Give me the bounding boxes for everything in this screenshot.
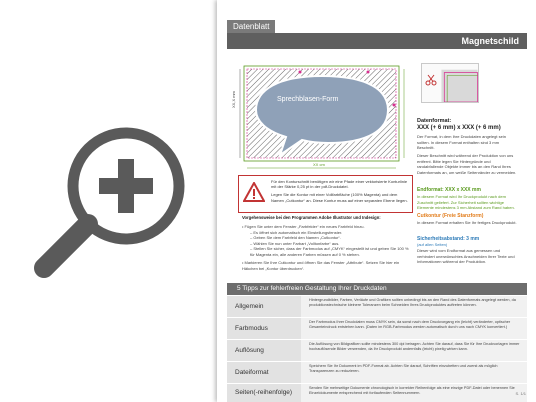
instruction-step-1a: – Es öffnet sich automatisch ein Einstellungsfenster. — [250, 229, 343, 235]
tip-label: Farbmodus — [227, 318, 301, 339]
tip-label: Seiten(-reihenfolge) — [227, 384, 301, 402]
tip-description: Der Farbmodus Ihrer Druckdaten muss CMYK sein, da sonst nach dem Druckvorgang ein (leicht) veränderter, optischer Gesamteindruck entstehen kann. (Daten im RGB-Farbmodus werden automatisch durch uns nach CMYK konvertiert.) — [309, 320, 511, 329]
endformat-title: Endformat: XXX x XXX mm — [417, 187, 481, 193]
instruction-step-1: • Fügen Sie unter dem Fenster „Farbfelder“ ein neues Farbfeld hinzu. — [242, 224, 365, 229]
datenblatt-tab: Datenblatt — [227, 20, 275, 33]
cutkontur-title: Cutkontur (Freie Stanzform) — [417, 213, 484, 219]
instruction-step-1d: – Stellen Sie sicher, dass der Farbmodus auf „CMYK“ eingestellt ist und geben Sie 100 % für Magenta ein, alle anderen Farben müssen auf 0 % stehen. — [250, 246, 409, 257]
datasheet-page — [217, 0, 536, 402]
height-dimension: XX,X mm — [231, 91, 236, 108]
tip-row — [227, 384, 527, 402]
tip-label: Allgemein — [227, 296, 301, 317]
endformat-text: In diesem Format wird Ihr Druckprodukt nach dem Zuschnitt geliefert. Zur Sicherheit sollten wichtige Elemente mindestens 3 mm Abstand zum Rand haben. — [417, 194, 515, 210]
datenformat-text: Der Format, in dem Ihre Druckdaten angelegt sein sollten. In diesem Format enthalten sind 3 mm Beschnitt. — [417, 134, 506, 150]
tip-description: Speichern Sie Ihr Dokument im PDF-Format ab. Achten Sie darauf, Schriften einzubetten und zuerst als möglich Transparenzen zu reduzieren. — [309, 364, 498, 373]
beschnitt-text: Dieser Beschnitt wird während der Produktion von uns entfernt. Bitte legen Sie Hintergründe und randabfallende Objekte immer bis an den Rand Ihres Datenformats an, um weiße Seitenränder zu vermeiden. — [417, 153, 517, 175]
tip-row — [227, 296, 527, 317]
tip-row — [227, 362, 527, 383]
cutkontur-text: In diesem Format erhalten Sie Ihr fertiges Druckprodukt. — [417, 220, 517, 225]
warning-text — [271, 179, 411, 203]
speech-bubble-diagram — [238, 60, 408, 178]
tip-label: Dateiformat — [227, 362, 301, 383]
instructions-title: Vorgehensweise bei den Programmen Adobe Illustrator und Indesign: — [242, 215, 381, 220]
bubble-shape-label: Sprechblasen-Form — [277, 96, 339, 103]
tip-description: Senden Sie mehrseitige Dokumente chronologisch in korrekter Reihenfolge als eine einzige PDF-Datei oder benennen Sie Einzeldokumente entsprechend mit fortlaufenden Seitennummern. — [309, 386, 515, 395]
instructions — [242, 215, 412, 271]
datenformat-title: Datenformat: — [417, 118, 452, 124]
instruction-step-1b: – Geben Sie dem Farbfeld den Namen „Cutkontur“. — [250, 235, 341, 240]
warning-text-1: Für den Konturschnitt benötigen wir eine Pfade einer vektorisierte Konturlinie mit der Stärke 0,25 pt in der pdf-Druckdatei. — [271, 179, 408, 190]
tips-header: 5 Tipps zur fehlerfreien Gestaltung Ihrer Druckdaten — [227, 283, 527, 295]
tip-label: Auflösung — [227, 340, 301, 361]
datenformat-value: XXX (+ 6 mm) x XXX (+ 6 mm) — [417, 125, 501, 131]
page-title: Magnetschild — [227, 33, 527, 49]
sicherheit-title: Sicherheitsabstand: 3 mm — [417, 236, 480, 242]
sicherheit-text: Dieser wird vom Endformat aus gemessen und verhindert unerwünschtes Anschneiden Ihrer Texte und Informationen während der Produktion. — [417, 248, 515, 264]
sicherheit-sub: (auf allen Seiten) — [417, 242, 448, 247]
tip-row — [227, 340, 527, 361]
tip-description: Die Auflösung von Bildgrafiken sollte mindestens 300 dpi betragen. Achten Sie darauf, dass Sie für Ihre Druckvorlagen immer hochauflösende Bilder verwenden, da Ihr Druckprodukt andernfalls (leicht) pixelig wirken kann. — [309, 342, 520, 351]
scissors-icon — [425, 74, 437, 86]
cut-contour-warning — [238, 175, 413, 213]
warning-text-2: Legen Sie die Kontur mit einer Vollfarbfläche (100% Magenta) und dem Namen „Cutkontur“ an. Diese Kontur muss auf einer separaten Ebene liegen. — [271, 192, 408, 203]
tip-description: Hintergrundbilder, Farben, Verläufe und Grafiken sollten unbedingt bis an den Rand des Datenformats angelegt werden, da produktionstechnische kleinere Toleranzen beim Schneiden Ihres Druckproduktes auftreten können. — [309, 298, 516, 307]
width-dimension: XX cm — [313, 162, 325, 167]
warning-triangle-icon — [243, 182, 265, 202]
instruction-step-1c: – Wählen Sie nun unter Farbart „Volltonfarbe“ aus. — [250, 240, 340, 246]
zoom-in-magnifier-icon[interactable] — [30, 118, 195, 283]
instruction-step-2: • Markieren Sie Ihre Cutkontur und öffnen Sie das Fenster „Attribute“. Setzen Sie hier ein Häkchen bei „Kontur überdrucken“. — [242, 260, 400, 271]
tip-row — [227, 318, 527, 339]
page-number: S. 1/1 — [515, 391, 526, 396]
